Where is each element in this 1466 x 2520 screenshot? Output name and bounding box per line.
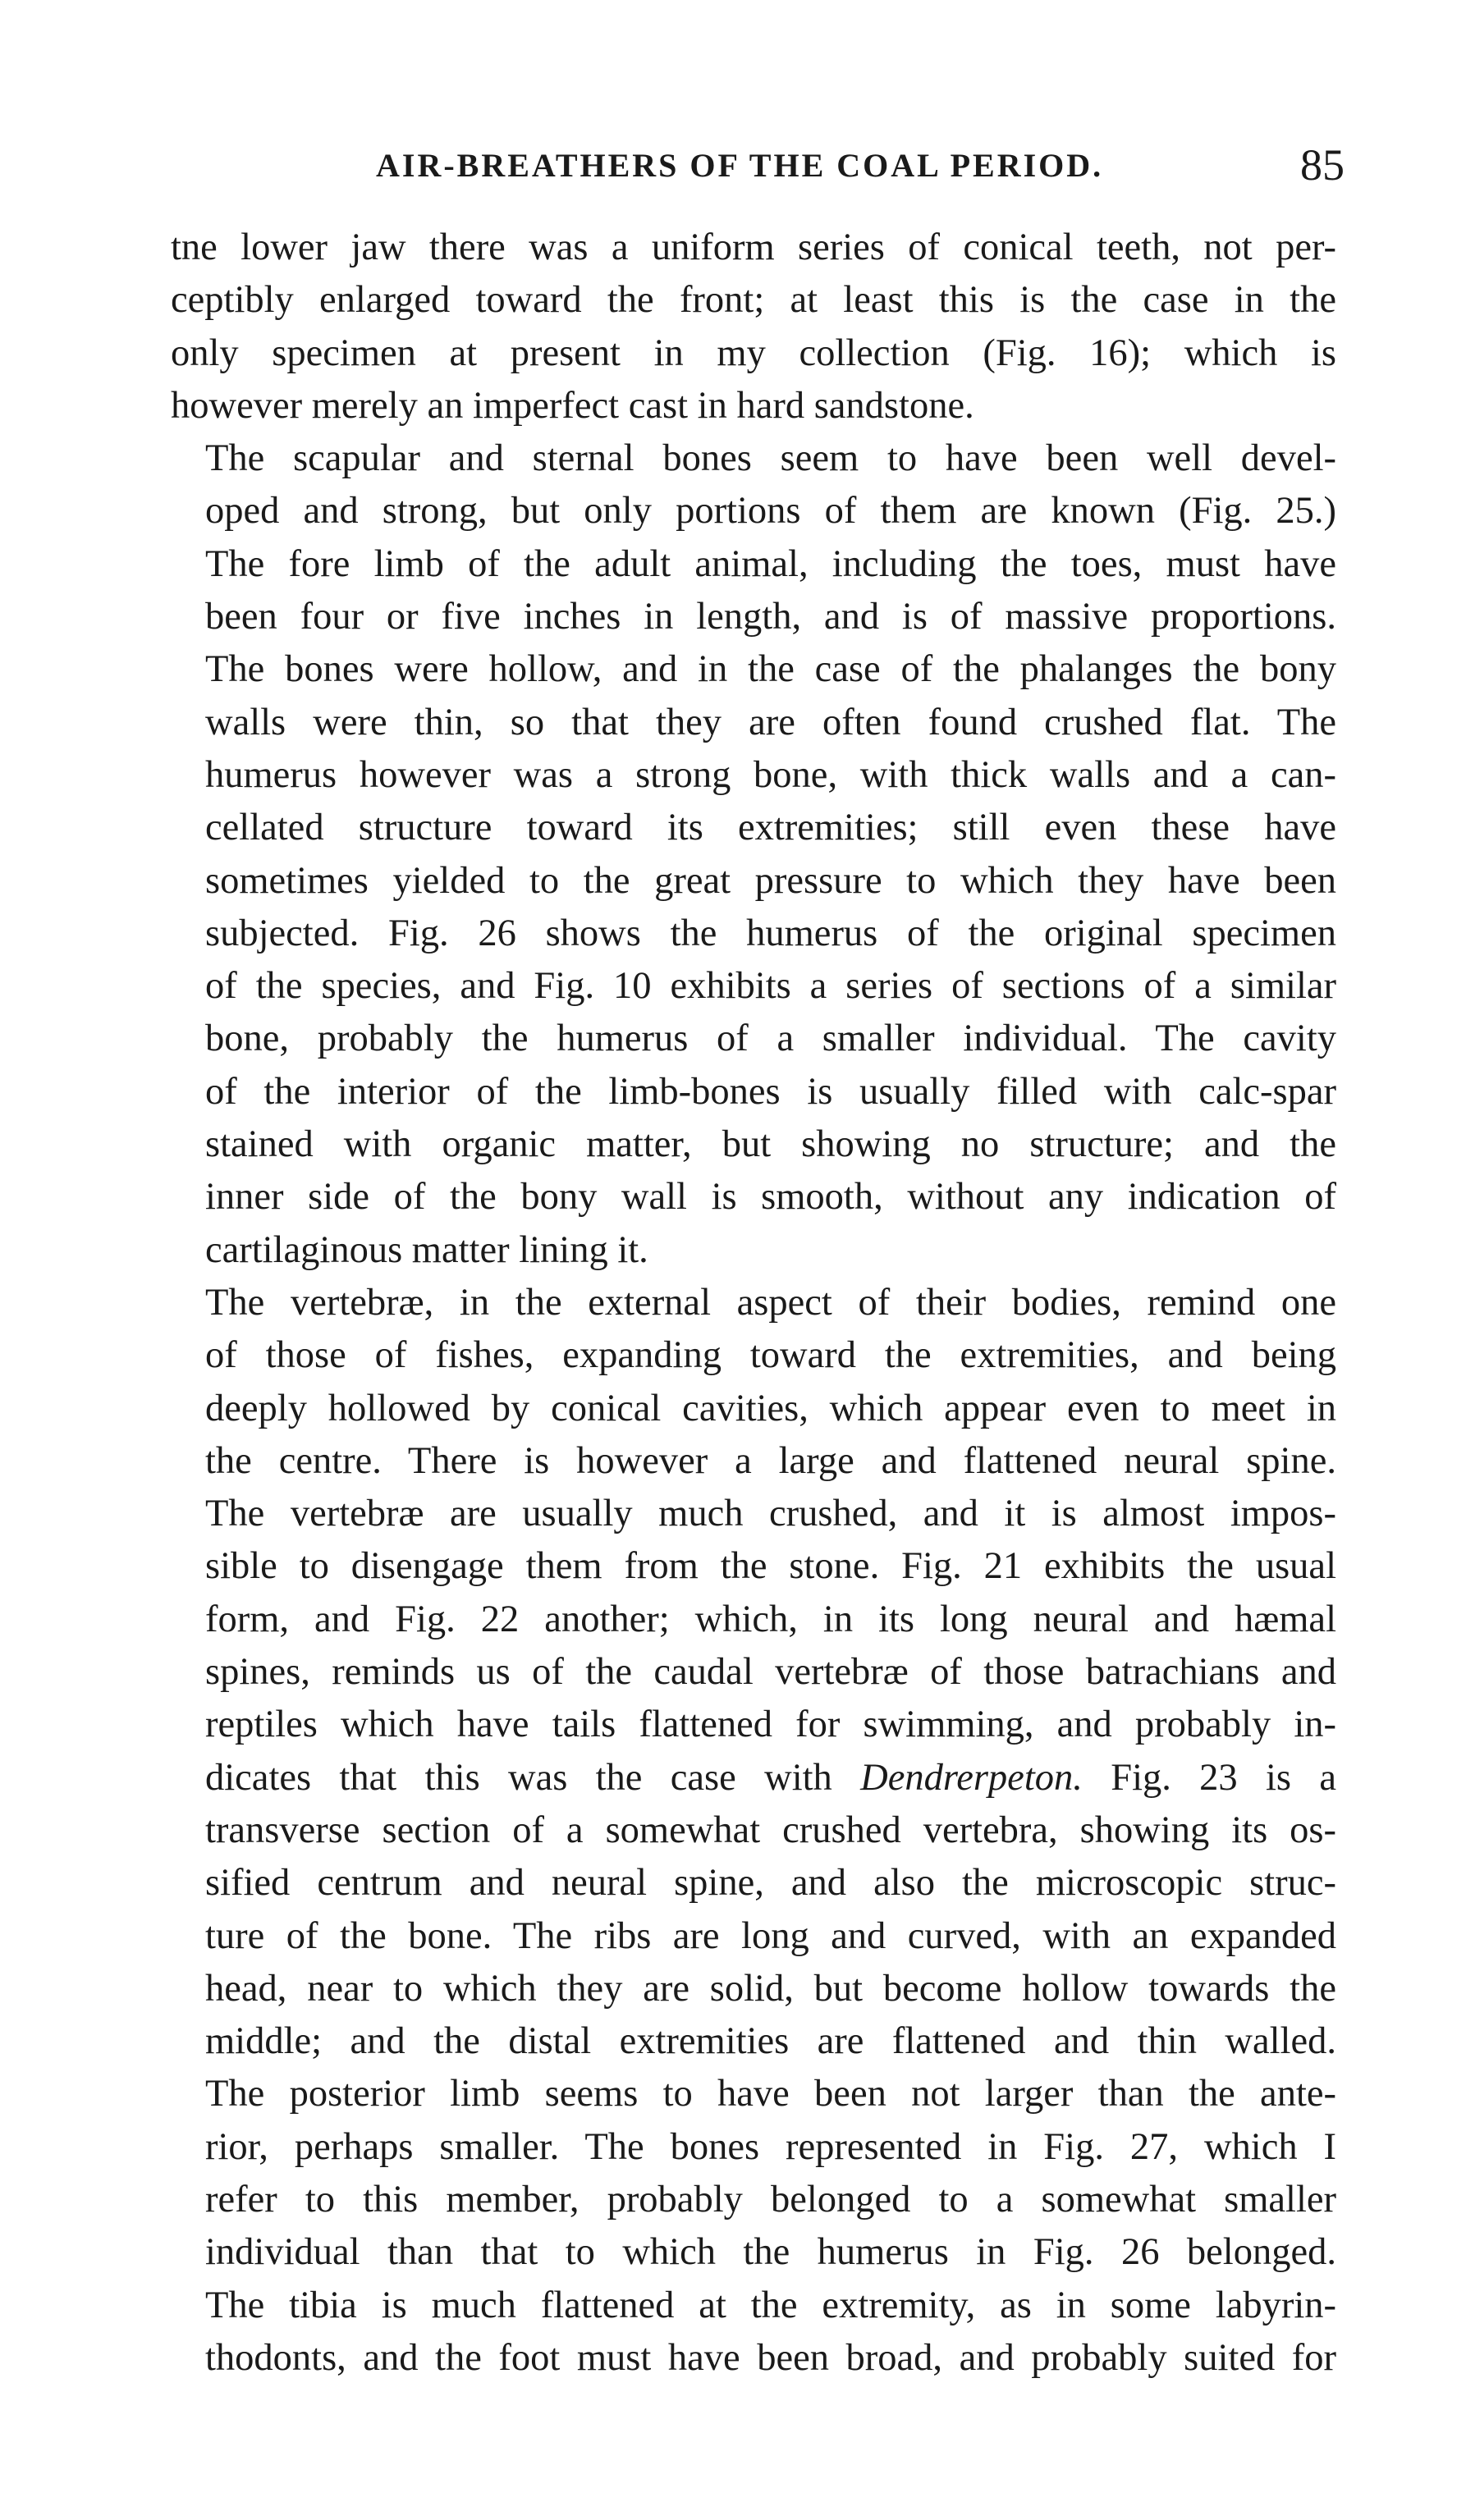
text-line: transverse section of a somewhat crushed vertebra, showing its os- [205, 1809, 1336, 1851]
text-line: sometimes yielded to the great pressure to which they have been [205, 859, 1336, 902]
text-line: only specimen at present in my collection (Fig. 16); which is [171, 332, 1336, 374]
text-line: tne lower jaw there was a uniform series of conical teeth, not per- [171, 226, 1336, 268]
body-text [171, 222, 1336, 2385]
text-line: been four or five inches in length, and is of massive proportions. [205, 596, 1336, 638]
text-line: The vertebræ, in the external aspect of their bodies, remind one [205, 1281, 1336, 1324]
text-line: walls were thin, so that they are often found crushed flat. The [205, 701, 1336, 743]
text-line: subjected. Fig. 26 shows the humerus of the original specimen [205, 912, 1336, 954]
paragraph-1 [171, 222, 1336, 432]
text-line: stained with organic matter, but showing no structure; and the [205, 1123, 1336, 1166]
text-line: deeply hollowed by conical cavities, which appear even to meet in [205, 1387, 1336, 1429]
running-head [179, 139, 1345, 197]
text-line: form, and Fig. 22 another; which, in its long neural and hæmal [205, 1598, 1336, 1640]
text-line: The tibia is much flattened at the extremity, as in some labyrin- [205, 2284, 1336, 2326]
text-line: The posterior limb seems to have been not larger than the ante- [205, 2073, 1336, 2115]
text-line: cartilaginous matter lining it. [205, 1228, 648, 1271]
text-line: bone, probably the humerus of a smaller individual. The cavity [205, 1018, 1336, 1060]
running-title: AIR-BREATHERS OF THE COAL PERIOD. [376, 147, 1104, 184]
text-line: of those of fishes, expanding toward the extremities, and being [205, 1334, 1336, 1377]
text-fragment: dicates that this was the case with [205, 1756, 861, 1799]
text-line: humerus however was a strong bone, with thick walls and a can- [205, 753, 1336, 796]
text-line: ture of the bone. The ribs are long and curved, with an expanded [205, 1914, 1336, 1957]
text-line: The vertebræ are usually much crushed, and it is almost impos- [205, 1493, 1336, 1535]
text-line: The bones were hollow, and in the case of the phalanges the bony [205, 648, 1336, 691]
text-line: middle; and the distal extremities are flattened and thin walled. [205, 2020, 1336, 2063]
text-line: The fore limb of the adult animal, including the toes, must have [205, 542, 1336, 585]
text-line: thodonts, and the foot must have been broad, and probably suited for [205, 2336, 1336, 2379]
paragraph-3 [171, 1277, 1336, 2385]
text-line: of the species, and Fig. 10 exhibits a series of sections of a similar [205, 965, 1336, 1008]
text-line: inner side of the bony wall is smooth, without any indication of [205, 1176, 1336, 1219]
text-line: ceptibly enlarged toward the front; at least this is the case in the [171, 279, 1336, 322]
text-line: rior, perhaps smaller. The bones represented in Fig. 27, which I [205, 2125, 1336, 2168]
text-line: refer to this member, probably belonged to a somewhat smaller [205, 2178, 1336, 2220]
text-line: of the interior of the limb-bones is usually filled with calc-spar [205, 1070, 1336, 1113]
text-line: oped and strong, but only portions of them are known (Fig. 25.) [205, 490, 1336, 533]
genus-name: Dendrerpeton. [860, 1756, 1083, 1799]
paragraph-2 [171, 432, 1336, 1277]
text-line: cellated structure toward its extremities; still even these have [205, 807, 1336, 849]
text-line: The scapular and sternal bones seem to have been well devel- [205, 437, 1336, 480]
text-line: the centre. There is however a large and flattened neural spine. [205, 1439, 1336, 1482]
text-line: individual than that to which the humerus in Fig. 26 belonged. [205, 2231, 1336, 2274]
text-fragment: Fig. 23 is a [1082, 1756, 1336, 1799]
text-line: sified centrum and neural spine, and also the microscopic struc- [205, 1862, 1336, 1905]
text-line: however merely an imperfect cast in hard sandstone. [171, 384, 974, 427]
page-number: 85 [1300, 140, 1345, 190]
text-line: reptiles which have tails flattened for swimming, and probably in- [205, 1704, 1336, 1746]
text-line: head, near to which they are solid, but become hollow towards the [205, 1967, 1336, 2010]
text-line: spines, reminds us of the caudal vertebræ of those batrachians and [205, 1651, 1336, 1694]
text-line-with-genus [171, 1752, 1336, 1804]
text-line: sible to disengage them from the stone. Fig. 21 exhibits the usual [205, 1545, 1336, 1588]
